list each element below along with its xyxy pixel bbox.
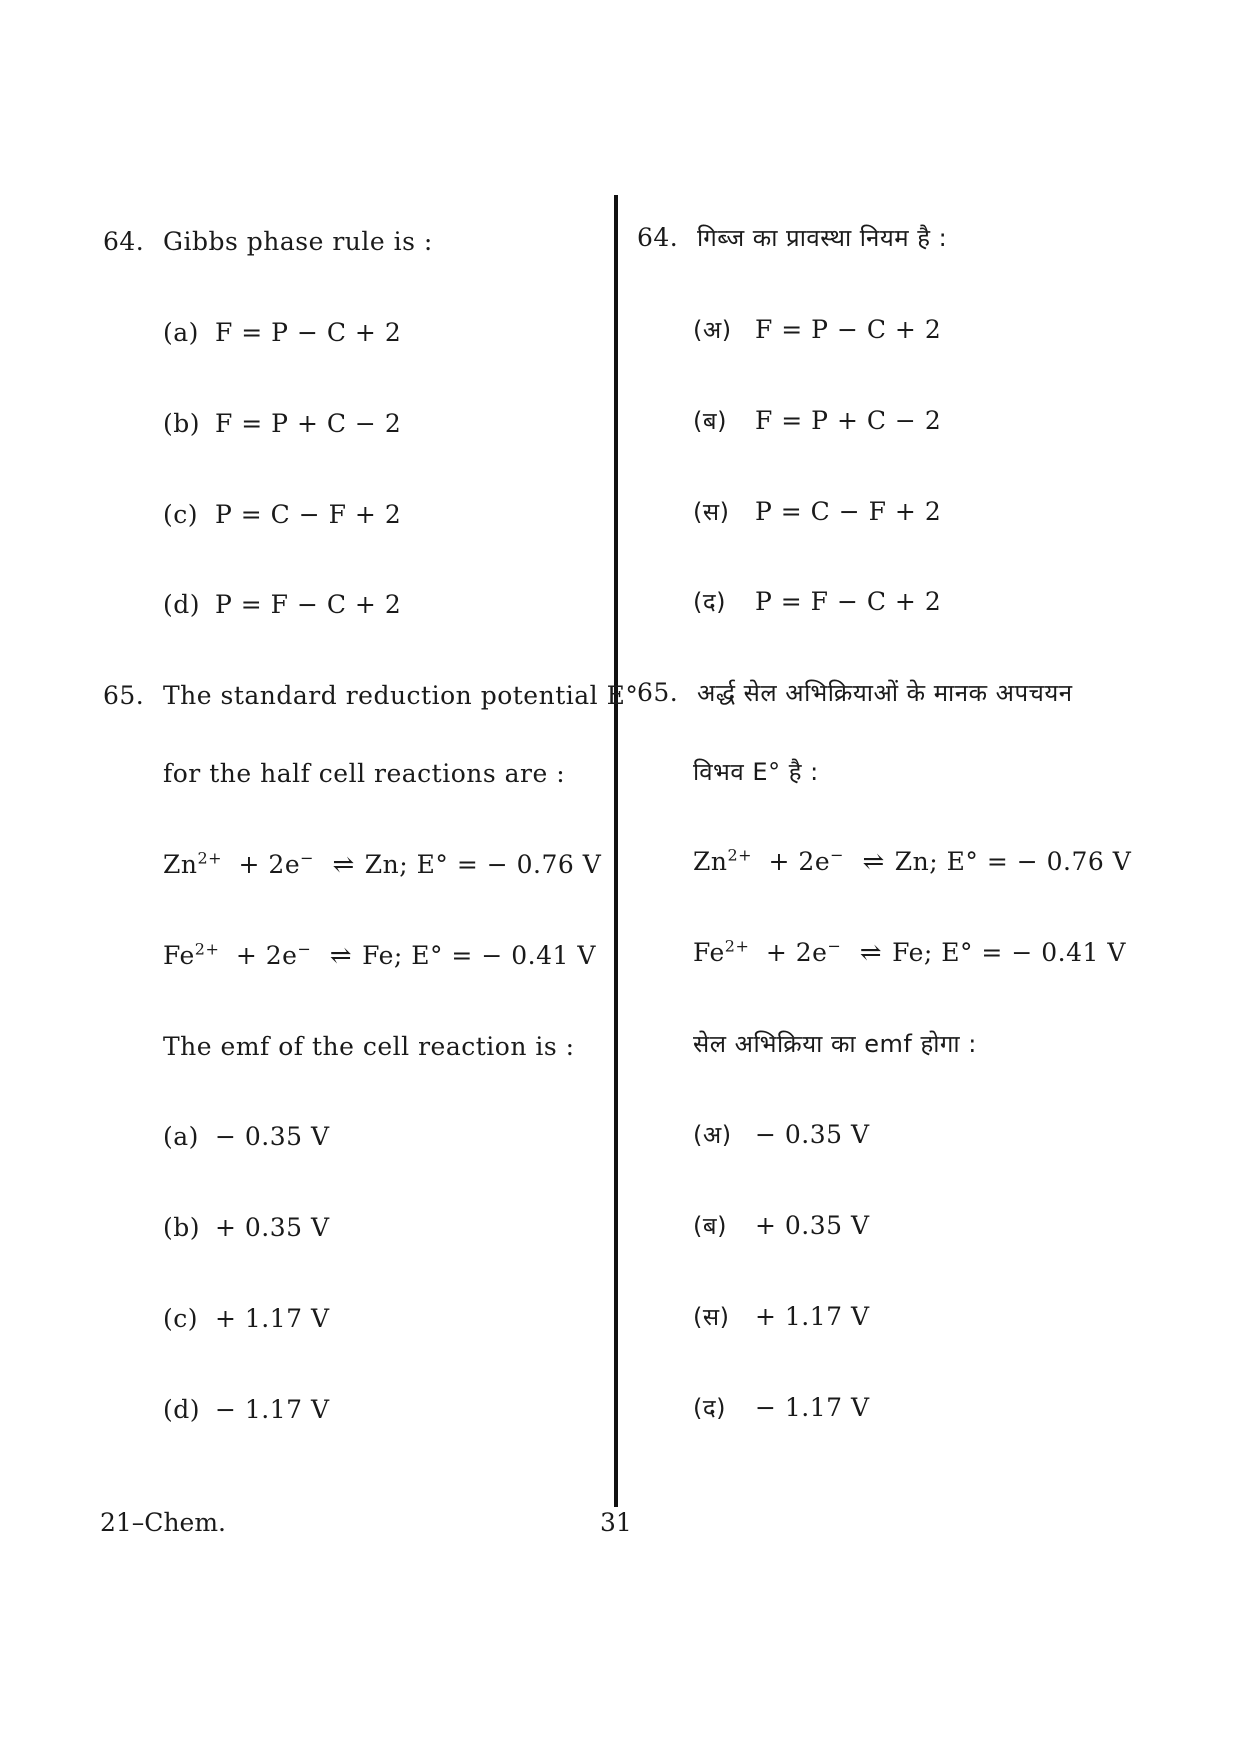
species: Zn [693,847,728,876]
option-label: (द) [693,588,726,616]
right-q65-option-b [693,1211,870,1241]
electrons: + 2e [238,850,301,879]
right-q65-option-c [693,1302,870,1332]
question-number: 64. [637,223,679,252]
option-label: (d) [163,1395,201,1424]
option-text: P = F − C + 2 [215,590,402,619]
option-text: F = P − C + 2 [755,315,942,344]
option-text: + 0.35 V [755,1211,870,1240]
option-label: (c) [163,1304,199,1333]
right-q65-stem [637,678,1073,708]
charge: 2+ [197,848,223,868]
option-label: (c) [163,500,199,529]
right-q65-stem-line2 [693,757,819,787]
left-q64-option-b [163,409,401,439]
option-text: F = P + C − 2 [215,409,402,438]
option-text: − 0.35 V [755,1120,870,1149]
species: Zn [163,850,198,879]
equilibrium-arrow-icon: ⇌ [859,938,883,968]
product: Zn; E° = − 0.76 V [364,850,602,879]
left-q65-stem-line2 [163,759,565,789]
electrons: + 2e [235,941,298,970]
option-text: F = P + C − 2 [755,406,942,435]
question-number: 65. [103,681,145,710]
left-q64-option-a [163,318,401,348]
species: Fe [693,938,725,967]
right-q65-option-d [693,1393,870,1423]
column-divider [614,195,618,1507]
option-text: F = P − C + 2 [215,318,402,347]
option-text: + 1.17 V [755,1302,870,1331]
electrons: + 2e [768,847,831,876]
left-q65-option-b [163,1213,330,1243]
left-q65-option-a [163,1122,330,1152]
option-text: P = F − C + 2 [755,587,942,616]
option-label: (a) [163,1122,199,1151]
left-q64-option-d [163,590,401,620]
question-text: सेल अभिक्रिया का emf होगा : [693,1030,977,1058]
right-q64-option-a [693,315,941,345]
option-text: − 1.17 V [755,1393,870,1422]
right-q65-reaction-zn [693,847,1131,877]
product: Zn; E° = − 0.76 V [894,847,1132,876]
left-q65-reaction-fe [163,941,596,971]
question-text: for the half cell reactions are : [163,759,566,788]
left-q65-reaction-zn [163,850,601,880]
question-text: अर्द्ध सेल अभिक्रियाओं के मानक अपचयन [697,679,1073,707]
left-q64-option-c [163,500,401,530]
charge: 2+ [194,939,220,959]
option-text: P = C − F + 2 [755,497,942,526]
option-text: P = C − F + 2 [215,500,402,529]
electron-sign: − [827,936,842,956]
option-label: (d) [163,590,201,619]
electron-sign: − [297,939,312,959]
option-label: (a) [163,318,199,347]
left-q65-stem [103,681,638,711]
option-text: − 0.35 V [215,1122,330,1151]
electron-sign: − [830,845,845,865]
left-q64-stem [103,227,433,257]
option-label: (b) [163,409,201,438]
equilibrium-arrow-icon: ⇌ [862,847,885,877]
question-text: विभव E° है : [693,758,819,786]
option-text: − 1.17 V [215,1395,330,1424]
option-label: (स) [693,498,730,526]
question-text: The emf of the cell reaction is : [163,1032,575,1061]
charge: 2+ [727,845,753,865]
equilibrium-arrow-icon: ⇌ [332,850,355,880]
option-label: (स) [693,1303,730,1331]
question-number: 65. [637,678,679,707]
right-q65-question [693,1029,977,1059]
option-label: (ब) [693,1212,727,1240]
species: Fe [163,941,195,970]
product: Fe; E° = − 0.41 V [892,938,1126,967]
right-q64-option-c [693,497,941,527]
product: Fe; E° = − 0.41 V [362,941,596,970]
left-q65-option-d [163,1395,330,1425]
electrons: + 2e [765,938,828,967]
option-label: (द) [693,1394,726,1422]
option-text: + 1.17 V [215,1304,330,1333]
question-text: The standard reduction potential E° [163,681,639,710]
charge: 2+ [724,936,750,956]
left-q65-option-c [163,1304,330,1334]
option-label: (ब) [693,407,727,435]
option-label: (b) [163,1213,201,1242]
option-text: + 0.35 V [215,1213,330,1242]
right-q65-option-a [693,1120,870,1150]
question-text: Gibbs phase rule is : [163,227,433,256]
equilibrium-arrow-icon: ⇌ [329,941,353,971]
left-q65-question [163,1032,575,1062]
option-label: (अ) [693,1121,732,1149]
paper-code: 21–Chem. [100,1508,226,1537]
question-number: 64. [103,227,145,256]
electron-sign: − [300,848,315,868]
question-text: गिब्ज का प्रावस्था नियम है : [697,224,948,252]
option-label: (अ) [693,316,732,344]
right-q65-reaction-fe [693,938,1126,968]
page-number: 31 [600,1508,632,1537]
right-q64-option-d [693,587,941,617]
right-q64-option-b [693,406,941,436]
right-q64-stem [637,223,947,253]
